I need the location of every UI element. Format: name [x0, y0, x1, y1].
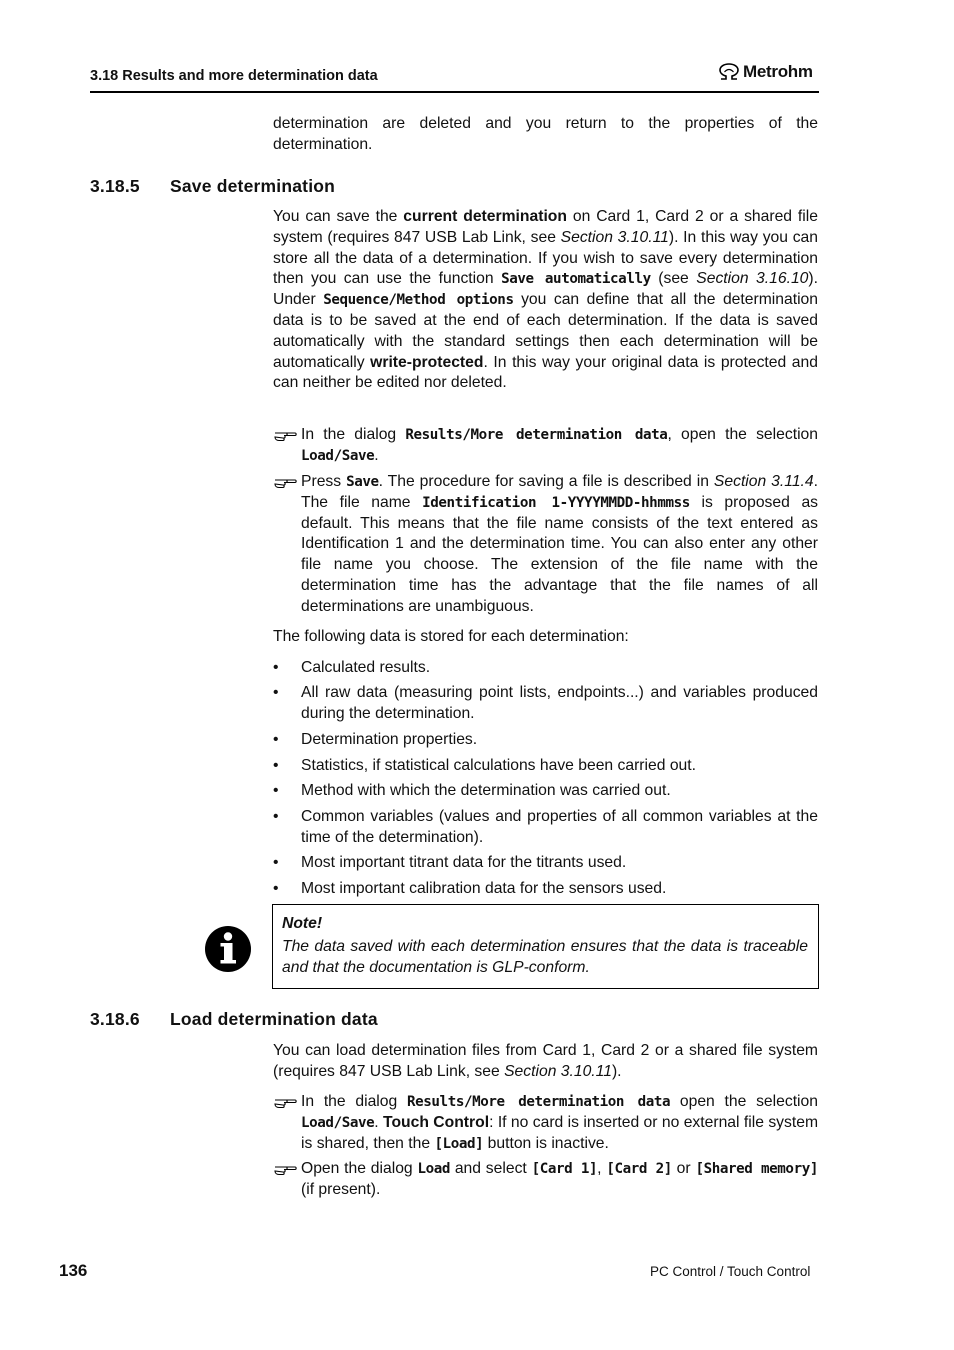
- bullet: •: [273, 731, 279, 748]
- list-item: • Statistics, if statistical calculations have been carried out.: [273, 756, 818, 777]
- omega-logo-icon: [718, 63, 740, 81]
- save-step-1: In the dialog Results/More determination data, open the selection Load/Save.: [273, 425, 818, 467]
- load-step-1: In the dialog Results/More determination data open the selection Load/Save. Touch Control: If no card is inserted or no external file system is shared, then the [Load] button is inactive.: [273, 1092, 818, 1154]
- section-heading-load: [90, 1009, 378, 1030]
- note-title: Note!: [282, 915, 323, 932]
- list-item: • All raw data (measuring point lists, endpoints...) and variables produced during the determination.: [273, 684, 818, 722]
- list-item: • Common variables (values and properties of all common variables at the time of the determination).: [273, 808, 818, 846]
- pointing-hand-icon: [273, 472, 299, 492]
- note-box: [272, 904, 819, 989]
- bullet: •: [273, 854, 279, 871]
- bullet: •: [273, 808, 279, 825]
- stored-data-intro: The following data is stored for each determination:: [273, 628, 629, 645]
- header-rule: [90, 91, 819, 93]
- section-heading-save: [90, 176, 335, 197]
- info-icon: [204, 925, 252, 973]
- section-title: Save determination: [170, 176, 336, 196]
- bullet: •: [273, 782, 279, 799]
- brand-name: Metrohm: [743, 62, 813, 81]
- list-item: • Determination properties.: [273, 730, 818, 751]
- section-number: 3.18.6: [90, 1009, 140, 1029]
- list-item: • Most important titrant data for the titrants used.: [273, 853, 818, 874]
- save-step-2: Press Save. The procedure for saving a file is described in Section 3.11.4. The file name Identification 1-YYYYMMDD-hhmmss is proposed as default. This means that the file name consists of the text entered as Identification 1 and the determination time. You can also enter any other file name you choose. The extension of the file name with the determination time has the advantage that the file names of all determinations are unambiguous.: [273, 472, 818, 618]
- page-number: 136: [59, 1261, 88, 1280]
- pointing-hand-icon: [273, 1159, 299, 1179]
- load-paragraph: You can load determination files from Card 1, Card 2 or a shared file system (requires 847 USB Lab Link, see Section 3.10.11).: [273, 1042, 818, 1080]
- list-item: • Method with which the determination was carried out.: [273, 781, 818, 802]
- list-item: • Calculated results.: [273, 658, 818, 679]
- pointing-hand-icon: [273, 1092, 299, 1112]
- pointing-hand-icon: [273, 425, 299, 445]
- running-header-title: 3.18 Results and more determination data: [90, 68, 378, 84]
- section-number: 3.18.5: [90, 176, 140, 196]
- bullet: •: [273, 659, 279, 676]
- bullet: •: [273, 757, 279, 774]
- intro-paragraph: determination are deleted and you return to the properties of the determination.: [273, 115, 818, 153]
- brand-logo: [718, 62, 813, 82]
- save-paragraph: You can save the current determination on Card 1, Card 2 or a shared file system (requires 847 USB Lab Link, see Section 3.10.11). In this way you can store all the data of a determination. If you wish to save every determination then you can use the function Save automatically (see Section 3.16.10). Under Sequence/Method options you can define that all the determination data is to be saved at the end of each determination. If the data is saved automatically with the standard settings then each determination will be automatically write-protected. In this way your original data is protected and can neither be edited nor deleted.: [273, 208, 819, 392]
- list-item: • Most important calibration data for the sensors used.: [273, 879, 818, 900]
- load-step-2: Open the dialog Load and select [Card 1], [Card 2] or [Shared memory] (if present).: [273, 1159, 818, 1201]
- note-text: The data saved with each determination ensures that the data is traceable and that the documentation is GLP-conform.: [282, 938, 808, 976]
- bullet: •: [273, 880, 279, 897]
- footer-product: PC Control / Touch Control: [650, 1264, 811, 1279]
- bullet: •: [273, 684, 279, 701]
- section-title: Load determination data: [170, 1009, 378, 1029]
